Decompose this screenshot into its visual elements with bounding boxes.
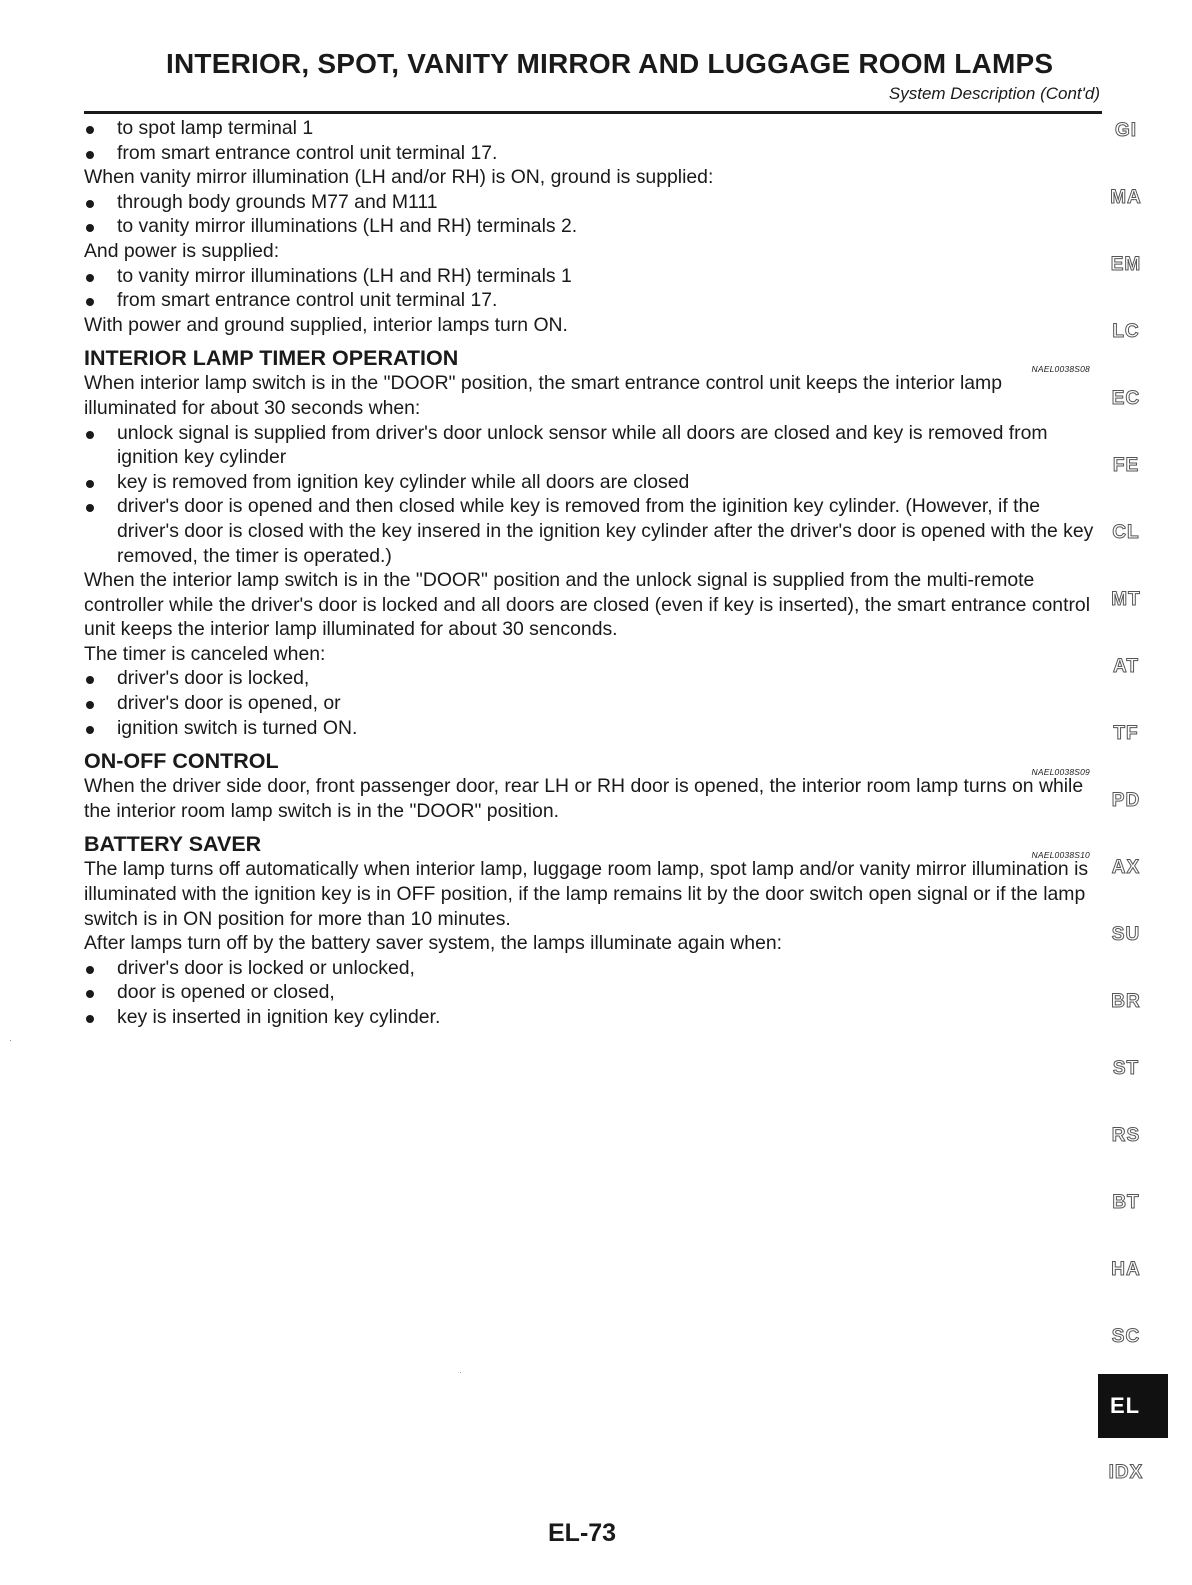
bullet-icon bbox=[86, 726, 94, 734]
section-subtitle: System Description (Cont'd) bbox=[888, 84, 1100, 103]
page-number: EL-73 bbox=[548, 1519, 617, 1547]
list-item: ignition switch is turned ON. bbox=[84, 716, 1094, 741]
tab-ax[interactable]: AX bbox=[1111, 857, 1141, 878]
bullet-icon bbox=[86, 966, 94, 974]
document-body bbox=[84, 116, 1094, 1030]
bullet-icon bbox=[86, 151, 94, 159]
bullet-icon bbox=[86, 298, 94, 306]
tab-cl[interactable]: CL bbox=[1112, 522, 1140, 543]
paragraph: When vanity mirror illumination (LH and/or RH) is ON, ground is supplied: bbox=[84, 166, 714, 189]
bullet-icon bbox=[86, 274, 94, 282]
list-item: from smart entrance control unit terminal 17. bbox=[84, 141, 1094, 166]
tab-idx[interactable]: IDX bbox=[1108, 1462, 1144, 1483]
section-heading-onoff: ON-OFF CONTROL NAEL0038S09 bbox=[84, 748, 1094, 774]
tab-su[interactable]: SU bbox=[1111, 924, 1141, 945]
section-tab-index bbox=[1098, 0, 1168, 1585]
paragraph: When the driver side door, front passenger door, rear LH or RH door is opened, the interior room lamp turns on while the interior room lamp switch is in the "DOOR" position. bbox=[84, 775, 1084, 822]
tab-ha[interactable]: HA bbox=[1111, 1259, 1141, 1280]
bullet-icon bbox=[86, 431, 94, 439]
bullet-icon bbox=[86, 1015, 94, 1023]
list-item: to vanity mirror illuminations (LH and RH) terminals 1 bbox=[84, 264, 1094, 289]
paragraph: After lamps turn off by the battery saver system, the lamps illuminate again when: bbox=[84, 932, 783, 955]
section-heading-battery: BATTERY SAVER NAEL0038S10 bbox=[84, 831, 1094, 857]
scan-speck bbox=[460, 1372, 461, 1373]
tab-st[interactable]: ST bbox=[1112, 1058, 1140, 1079]
reference-code: NAEL0038S08 bbox=[1031, 364, 1090, 375]
paragraph: When the interior lamp switch is in the "DOOR" position and the unlock signal is supplied from the multi-remote controller while the driver's door is locked and all doors are closed (even if key is inserted), the smart entrance control unit keeps the interior lamp illuminated for about 30 senconds. bbox=[84, 569, 1091, 641]
list-item: driver's door is locked or unlocked, bbox=[84, 956, 1094, 981]
tab-rs[interactable]: RS bbox=[1111, 1125, 1141, 1146]
tab-fe[interactable]: FE bbox=[1112, 455, 1140, 476]
section-heading-timer: INTERIOR LAMP TIMER OPERATION NAEL0038S08 bbox=[84, 345, 1094, 371]
tab-ec[interactable]: EC bbox=[1111, 388, 1141, 409]
tab-br[interactable]: BR bbox=[1111, 991, 1141, 1012]
bullet-icon bbox=[86, 224, 94, 232]
paragraph: With power and ground supplied, interior lamps turn ON. bbox=[84, 313, 568, 336]
list-item: unlock signal is supplied from driver's door unlock sensor while all doors are closed and key is removed from ignition key cylinder bbox=[84, 421, 1094, 470]
bullet-icon bbox=[86, 676, 94, 684]
bullet-icon bbox=[86, 480, 94, 488]
paragraph: When interior lamp switch is in the "DOOR" position, the smart entrance control unit keeps the interior lamp illuminated for about 30 seconds when: bbox=[84, 372, 1002, 419]
list-item: key is inserted in ignition key cylinder. bbox=[84, 1005, 1094, 1030]
paragraph: The timer is canceled when: bbox=[84, 642, 326, 665]
list-item: through body grounds M77 and M111 bbox=[84, 190, 1094, 215]
tab-sc[interactable]: SC bbox=[1111, 1326, 1141, 1347]
list-item: driver's door is locked, bbox=[84, 666, 1094, 691]
list-item: driver's door is opened and then closed while key is removed from the iginition key cylinder. (However, if the driver's door is closed with the key insered in the ignition key cylinder after the driver's door is opened with the key removed, the timer is operated.) bbox=[84, 494, 1094, 568]
bullet-icon bbox=[86, 701, 94, 709]
tab-ma[interactable]: MA bbox=[1110, 187, 1142, 208]
scan-speck bbox=[10, 1040, 11, 1041]
tab-pd[interactable]: PD bbox=[1111, 790, 1141, 811]
paragraph: And power is supplied: bbox=[84, 239, 280, 262]
tab-mt[interactable]: MT bbox=[1111, 589, 1141, 610]
tab-bt[interactable]: BT bbox=[1112, 1192, 1140, 1213]
list-item: from smart entrance control unit terminal 17. bbox=[84, 288, 1094, 313]
reference-code: NAEL0038S10 bbox=[1031, 850, 1090, 861]
bullet-icon bbox=[86, 990, 94, 998]
bullet-icon bbox=[86, 504, 94, 512]
page-title: INTERIOR, SPOT, VANITY MIRROR AND LUGGAGE ROOM LAMPS bbox=[166, 48, 1054, 79]
tab-gi[interactable]: GI bbox=[1114, 120, 1138, 141]
reference-code: NAEL0038S09 bbox=[1031, 767, 1090, 778]
list-item: key is removed from ignition key cylinder while all doors are closed bbox=[84, 470, 1094, 495]
list-item: door is opened or closed, bbox=[84, 980, 1094, 1005]
tab-tf[interactable]: TF bbox=[1113, 723, 1139, 744]
tab-em[interactable]: EM bbox=[1110, 254, 1142, 275]
list-item: to vanity mirror illuminations (LH and RH) terminals 2. bbox=[84, 214, 1094, 239]
tab-el-active[interactable]: EL bbox=[1098, 1374, 1168, 1438]
header-rule bbox=[84, 111, 1102, 114]
tab-lc[interactable]: LC bbox=[1112, 321, 1140, 342]
list-item: to spot lamp terminal 1 bbox=[84, 116, 1094, 141]
bullet-icon bbox=[86, 126, 94, 134]
list-item: driver's door is opened, or bbox=[84, 691, 1094, 716]
tab-at[interactable]: AT bbox=[1113, 656, 1139, 677]
paragraph: The lamp turns off automatically when interior lamp, luggage room lamp, spot lamp and/or vanity mirror illumination is illuminated with the ignition key is in OFF position, if the lamp remains lit by the door switch open signal or if the lamp switch is in ON position for more than 10 minutes. bbox=[84, 858, 1089, 930]
bullet-icon bbox=[86, 200, 94, 208]
